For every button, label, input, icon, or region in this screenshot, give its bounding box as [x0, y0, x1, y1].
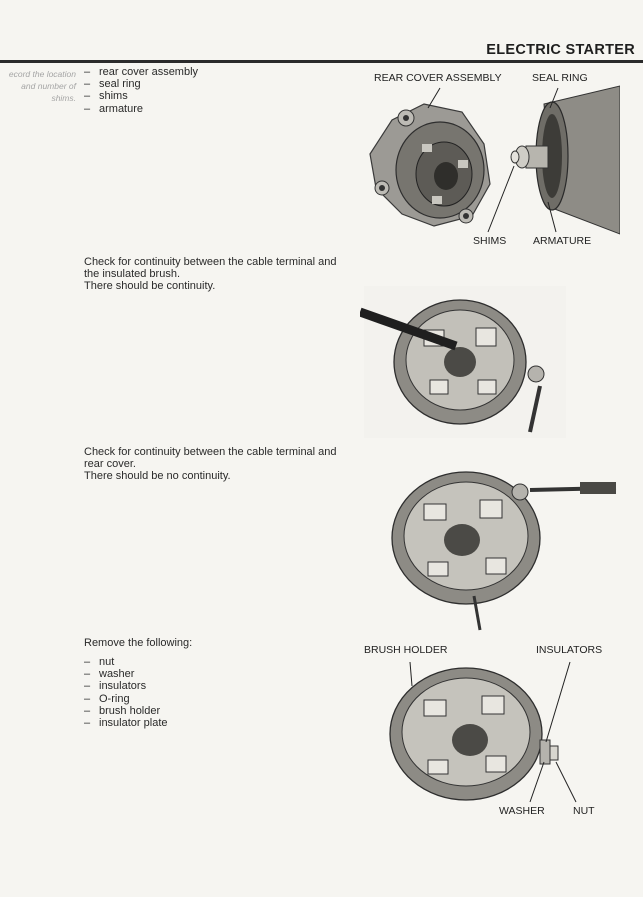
label-insulators: INSULATORS	[536, 644, 603, 656]
list-item: – rear cover assembly	[84, 66, 198, 78]
continuity-brush-photo	[360, 282, 570, 442]
instruction-line: There should be no continuity.	[84, 470, 231, 483]
continuity-cover-photo	[380, 460, 620, 632]
margin-note-line: ecord the location	[8, 69, 76, 79]
label-nut: NUT	[573, 805, 595, 817]
label-shims: SHIMS	[473, 235, 507, 247]
header-rule	[0, 60, 643, 63]
instruction-line: the insulated brush.	[84, 268, 181, 281]
label-washer: WASHER	[499, 805, 545, 817]
label-rear-cover-assembly: REAR COVER ASSEMBLY	[374, 72, 502, 84]
margin-note	[0, 68, 76, 104]
list-item: – armature	[84, 103, 198, 115]
continuity-check-cover	[84, 446, 359, 483]
list-item: – seal ring	[84, 78, 198, 90]
continuity-check-brush	[84, 256, 359, 293]
page-header-title: ELECTRIC STARTER	[486, 42, 635, 58]
label-brush-holder: BRUSH HOLDER	[364, 644, 448, 656]
list-item: – insulators	[84, 680, 168, 692]
list-item: – brush holder	[84, 705, 168, 717]
list-item: – O-ring	[84, 693, 168, 705]
instruction-line: Check for continuity between the cable terminal and	[84, 446, 337, 458]
removal-list	[84, 656, 168, 729]
list-item: – shims	[84, 90, 198, 102]
instruction-line: Check for continuity between the cable terminal and	[84, 256, 337, 268]
label-seal-ring: SEAL RING	[532, 72, 588, 84]
brush-holder-photo	[370, 656, 606, 806]
instruction-line: rear cover.	[84, 458, 136, 471]
armature-drawing	[511, 86, 620, 234]
list-item: – insulator plate	[84, 717, 168, 729]
instruction-line: There should be continuity.	[84, 280, 216, 293]
disassembly-list	[84, 66, 198, 115]
margin-note-line: and number of	[21, 81, 76, 91]
margin-note-line: shims.	[51, 93, 76, 103]
list-item: – nut	[84, 656, 168, 668]
label-armature: ARMATURE	[533, 235, 592, 247]
list-item: – washer	[84, 668, 168, 680]
remove-intro: Remove the following:	[84, 637, 193, 649]
rear-cover-armature-photo	[362, 84, 620, 236]
rear-cover-drawing	[370, 104, 490, 226]
